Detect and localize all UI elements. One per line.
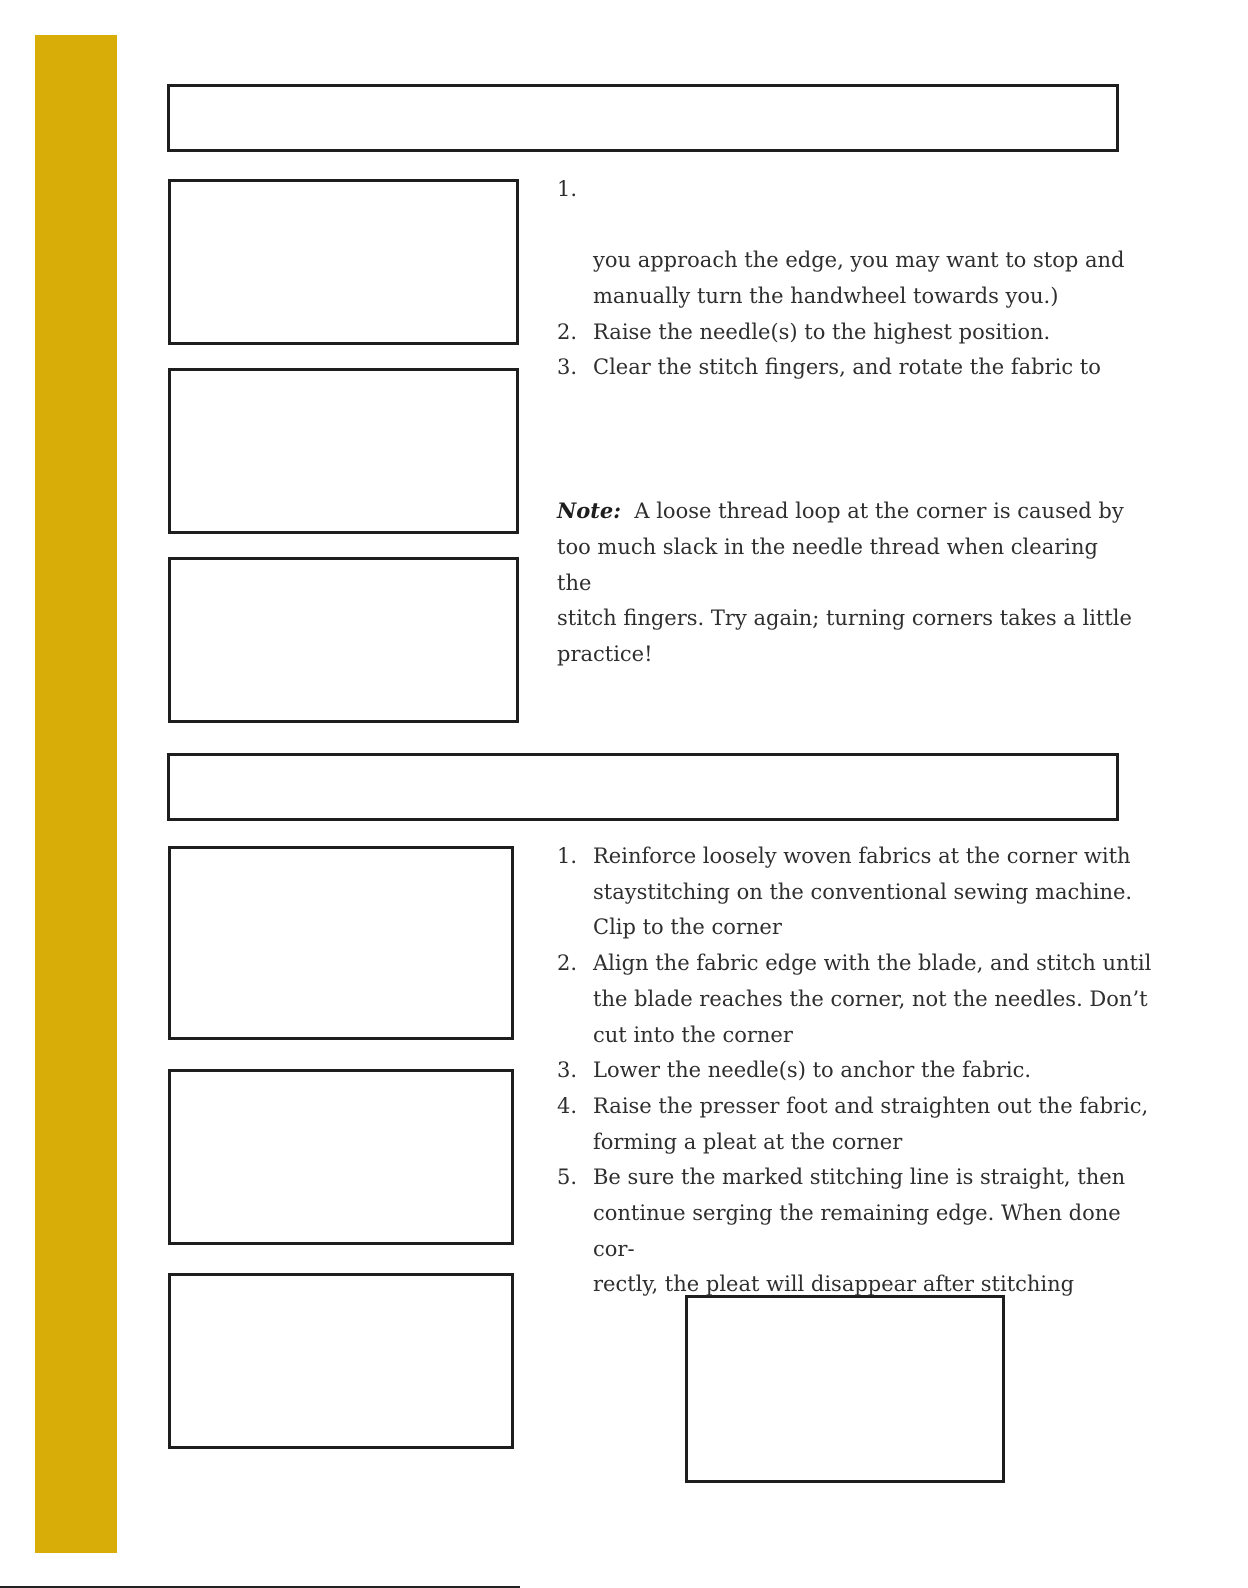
section2-step-1 bbox=[557, 839, 1157, 946]
step-line: Clip to the corner bbox=[593, 915, 782, 940]
section2-text bbox=[557, 839, 1157, 1303]
section2-step-5 bbox=[557, 1160, 1157, 1303]
section2-step-4 bbox=[557, 1089, 1157, 1160]
step-number: 1. bbox=[557, 177, 578, 201]
step-line: continue serging the remaining edge. When done cor- bbox=[593, 1201, 1121, 1261]
step-number: 2. bbox=[557, 951, 578, 976]
step-line bbox=[593, 172, 1137, 208]
section2-figure-1 bbox=[168, 846, 514, 1040]
section2-step-3 bbox=[557, 1053, 1157, 1089]
section2-step-2 bbox=[557, 946, 1157, 1053]
note-paragraph bbox=[557, 493, 1137, 673]
step-line: staystitching on the conventional sewing machine. bbox=[593, 879, 1133, 904]
section2-heading-box bbox=[167, 753, 1119, 821]
note-text: A loose thread loop at the corner is caused by bbox=[634, 499, 1124, 524]
section1-figure-2 bbox=[168, 368, 519, 534]
section1-figure-1 bbox=[168, 179, 519, 345]
step-line: cut into the corner bbox=[593, 1022, 793, 1047]
section2-figure-3 bbox=[168, 1273, 514, 1449]
section1-heading-box bbox=[167, 84, 1119, 152]
step-line: Clear the stitch fingers, and rotate the fabric to bbox=[593, 355, 1101, 380]
section1-step-3 bbox=[557, 350, 1137, 386]
section2-figure-2 bbox=[168, 1069, 514, 1245]
spacer bbox=[557, 386, 1137, 493]
step-number: 2. bbox=[557, 319, 578, 344]
step-number: 3. bbox=[557, 355, 578, 380]
step-line: Be sure the marked stitching line is straight, then bbox=[593, 1165, 1126, 1190]
step-line: Raise the presser foot and straighten out the fabric, bbox=[593, 1093, 1149, 1118]
step-number: 1. bbox=[557, 844, 578, 868]
section1-step-2 bbox=[557, 315, 1137, 351]
step-line: Raise the needle(s) to the highest position. bbox=[593, 319, 1051, 344]
section1-step-1 bbox=[557, 172, 1137, 315]
step-line: Reinforce loosely woven fabrics at the corner with bbox=[593, 844, 1131, 868]
step-number: 3. bbox=[557, 1058, 578, 1083]
step-number: 5. bbox=[557, 1165, 578, 1190]
note-line bbox=[557, 493, 1137, 530]
side-color-bar bbox=[35, 35, 117, 1553]
step-line: rectly, the pleat will disappear after stitching bbox=[593, 1272, 1075, 1297]
section1-text bbox=[557, 172, 1137, 673]
note-line: too much slack in the needle thread when clearing the bbox=[557, 534, 1098, 595]
step-line: forming a pleat at the corner bbox=[593, 1129, 903, 1154]
step-line: the blade reaches the corner, not the needles. Don’t bbox=[593, 986, 1148, 1011]
step-line: manually turn the handwheel towards you.) bbox=[593, 284, 1059, 309]
step-line: Lower the needle(s) to anchor the fabric. bbox=[593, 1058, 1032, 1083]
section2-figure-4 bbox=[685, 1295, 1005, 1483]
step-line: Align the fabric edge with the blade, and stitch until bbox=[593, 951, 1152, 976]
step-number: 4. bbox=[557, 1093, 578, 1118]
step-line: you approach the edge, you may want to stop and bbox=[593, 248, 1125, 273]
section1-figure-3 bbox=[168, 557, 519, 723]
note-line: stitch fingers. Try again; turning corners takes a little bbox=[557, 606, 1132, 631]
note-line: practice! bbox=[557, 642, 653, 666]
note-label: Note: bbox=[557, 498, 622, 524]
